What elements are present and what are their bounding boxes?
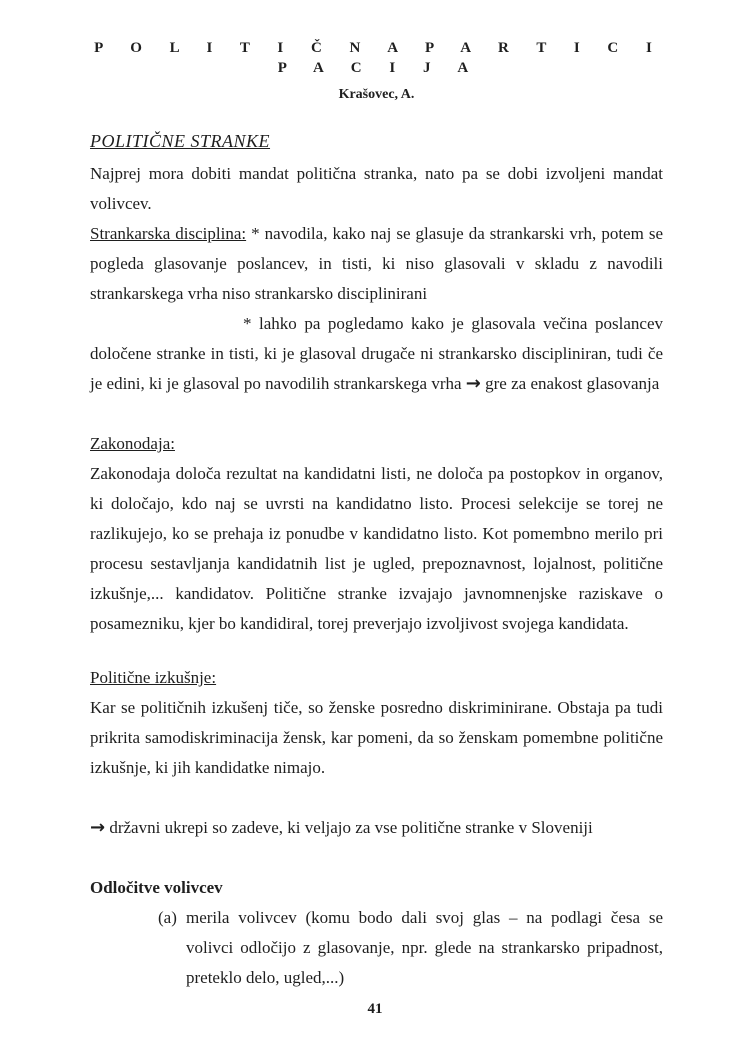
list-item-a-marker: (a) (158, 908, 177, 927)
section-gap (90, 843, 663, 873)
strankarska-disciplina-point2: * lahko pa pogledamo kako je glasovala večina poslancev določene stranke in tisti, ki je glasoval drugače ni strankarsko discipliniran, tudi če je edini, ki je glasoval po navodilih strankarskega vrha (90, 314, 663, 393)
list-item-a (158, 903, 663, 993)
right-arrow-icon: → (465, 373, 481, 394)
paragraph-strankarska-disciplina (90, 219, 663, 309)
paragraph-intro: Najprej mora dobiti mandat politična stranka, nato pa se dobi izvoljeni mandat volivcev. (90, 164, 663, 213)
section-gap (90, 639, 663, 663)
politicne-izkusnje-heading: Politične izkušnje: (90, 668, 217, 687)
page-number: 41 (367, 1001, 383, 1017)
paragraph-politicne-izkusnje: Kar se političnih izkušenj tiče, so ženske posredno diskriminirane. Obstaja pa tudi prikrita samodiskriminacija žensk, kar pomeni, da so ženskam pomembne politične izkušnje, ki jih kandidatke nimajo. (90, 698, 663, 777)
odlocitve-volivcev-heading: Odločitve volivcev (90, 878, 223, 897)
list-item-a-text: merila volivcev (komu bodo dali svoj glas – na podlagi česa se volivci odločijo z glasovanje, npr. glede na strankarsko pripadnost, preteklo delo, ugled,...) (186, 908, 663, 987)
zakonodaja-heading: Zakonodaja: (90, 434, 175, 453)
document-title: P O L I T I Č N A P A R T I C I P A C I J A (94, 40, 659, 76)
section-heading-politicne-stranke: POLITIČNE STRANKE (90, 131, 271, 151)
right-arrow-icon: → (90, 817, 106, 838)
politicne-izkusnje-heading-line (90, 663, 663, 693)
paragraph-zakonodaja: Zakonodaja določa rezultat na kandidatni listi, ne določa pa postopkov in organov, ki določajo, kdo naj se uvrsti na kandidatno listo. Procesi selekcije se torej ne razlikujejo, ko se prehaja iz ponudbe v kandidatno listo. Kot pomembno merilo pri procesu sestavljanja kandidatnih list je ugled, prepoznavnost, lojalnost, politične izkušnje,... kandidatov. Politične stranke izvajajo javnomnenjske raziskave o posamezniku, kjer bo kandidiral, torej preverjajo izvoljivost svojega kandidata. (90, 464, 663, 633)
section-gap (90, 399, 663, 429)
document-author: Krašovec, A. (338, 87, 415, 102)
strankarska-disciplina-point2-conclusion: gre za enakost glasovanja (485, 374, 660, 393)
strankarska-disciplina-label: Strankarska disciplina: (90, 224, 247, 243)
zakonodaja-heading-line (90, 429, 663, 459)
strankarska-disciplina-point1: * navodila, kako naj se glasuje da strankarski vrh, potem se pogleda glasovanje poslancev, in tisti, ki niso glasovali v skladu z navodili strankarskega vrha niso strankarsko disciplinirani (90, 224, 664, 303)
arrow-note-text: državni ukrepi so zadeve, ki veljajo za vse politične stranke v Sloveniji (109, 818, 593, 837)
section-gap (90, 783, 663, 813)
paragraph-strankarska-disciplina-2 (90, 309, 663, 399)
paragraph-arrow-note (90, 813, 663, 843)
